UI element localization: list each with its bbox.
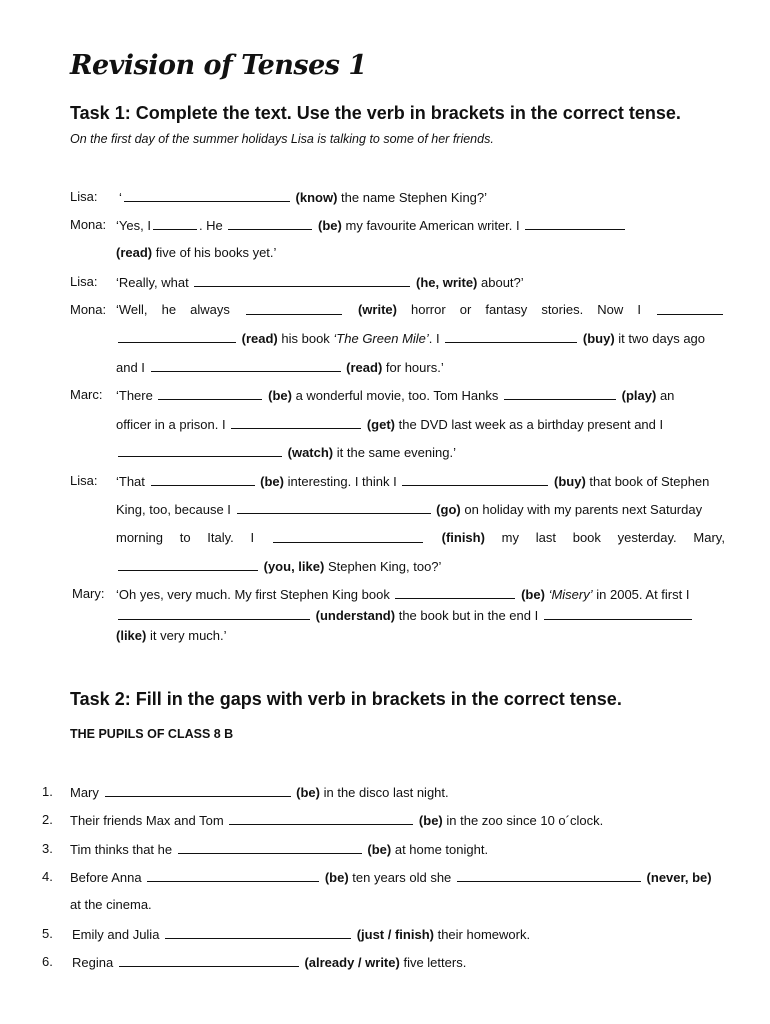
speaker-mona: Mona: [70, 302, 107, 317]
exercise-item: Tim thinks that he (be) at home tonight. [70, 842, 489, 857]
answer-gap[interactable] [229, 811, 413, 825]
answer-gap[interactable] [445, 329, 577, 343]
answer-gap[interactable] [118, 557, 258, 571]
speaker-marc: Marc: [70, 387, 103, 402]
dialogue-line: officer in a prison. I (get) the DVD last week as a birthday present and I [116, 417, 664, 432]
exercise-item: Emily and Julia (just / finish) their homework. [72, 927, 531, 942]
answer-gap[interactable] [273, 529, 423, 543]
dialogue-line: ‘Yes, I . He (be) my favourite American writer. I [116, 216, 627, 235]
speaker-mona: Mona: [70, 217, 107, 232]
dialogue-line: (watch) it the same evening.’ [116, 443, 456, 462]
answer-gap[interactable] [105, 783, 291, 797]
answer-gap[interactable] [151, 358, 341, 372]
dialogue-line: ‘Really, what (he, write) about?’ [116, 275, 524, 290]
dialogue-line: (read) his book ‘The Green Mile’. I (buy) it two days ago [116, 329, 705, 348]
answer-gap[interactable] [118, 443, 282, 457]
answer-gap[interactable] [504, 386, 616, 400]
speaker-lisa: Lisa: [70, 473, 98, 488]
answer-gap[interactable] [151, 472, 255, 486]
answer-gap[interactable] [402, 472, 548, 486]
answer-gap[interactable] [178, 840, 362, 854]
answer-gap[interactable] [657, 301, 723, 315]
exercise-item: Regina (already / write) five letters. [72, 955, 467, 970]
answer-gap[interactable] [457, 868, 641, 882]
item-number: 5. [42, 926, 53, 941]
dialogue-line: ‘That (be) interesting. I think I (buy) that book of Stephen [116, 474, 710, 489]
speaker-lisa: Lisa: [70, 189, 98, 204]
item-number: 1. [42, 784, 53, 799]
answer-gap[interactable] [231, 415, 361, 429]
dialogue-line: morning to Italy. I (finish) my last book yesterday. Mary, [116, 530, 725, 545]
exercise-item: Their friends Max and Tom (be) in the zoo since 10 o´clock. [70, 813, 604, 828]
exercise-item-continuation: at the cinema. [70, 897, 152, 912]
dialogue-line: King, too, because I (go) on holiday with my parents next Saturday [116, 502, 703, 517]
item-number: 4. [42, 869, 53, 884]
answer-gap[interactable] [228, 216, 312, 230]
task1-heading: Task 1: Complete the text. Use the verb in brackets in the correct tense. [70, 103, 681, 123]
answer-gap[interactable] [153, 216, 197, 230]
answer-gap[interactable] [237, 500, 431, 514]
dialogue-line: ‘There (be) a wonderful movie, too. Tom Hanks (play) an [116, 388, 675, 403]
answer-gap[interactable] [124, 188, 290, 202]
task2-subheading: THE PUPILS OF CLASS 8 B [70, 727, 234, 741]
answer-gap[interactable] [246, 301, 342, 315]
page-title: Revision of Tenses 1 [70, 50, 367, 81]
dialogue-line: (read) five of his books yet.’ [116, 245, 277, 260]
speaker-lisa: Lisa: [70, 274, 98, 289]
exercise-item: Mary (be) in the disco last night. [70, 785, 449, 800]
dialogue-line: ‘Oh yes, very much. My first Stephen King book (be) ‘Misery’ in 2005. At first I [116, 587, 690, 602]
dialogue-line: ‘Well, he always (write) horror or fantasy stories. Now I [116, 301, 725, 319]
exercise-item: Before Anna (be) ten years old she (never, be) [70, 870, 712, 885]
answer-gap[interactable] [118, 606, 310, 620]
answer-gap[interactable] [118, 329, 236, 343]
dialogue-line: (you, like) Stephen King, too?’ [116, 557, 441, 576]
dialogue-line: (like) it very much.’ [116, 628, 227, 643]
answer-gap[interactable] [158, 386, 262, 400]
item-number: 3. [42, 841, 53, 856]
dialogue-line: and I (read) for hours.’ [116, 360, 444, 375]
answer-gap[interactable] [165, 925, 351, 939]
task2-heading: Task 2: Fill in the gaps with verb in brackets in the correct tense. [70, 689, 622, 709]
speaker-mary: Mary: [72, 586, 105, 601]
task1-intro: On the first day of the summer holidays Lisa is talking to some of her friends. [70, 132, 494, 146]
answer-gap[interactable] [525, 216, 625, 230]
answer-gap[interactable] [119, 953, 299, 967]
answer-gap[interactable] [395, 585, 515, 599]
answer-gap[interactable] [194, 273, 410, 287]
item-number: 6. [42, 954, 53, 969]
item-number: 2. [42, 812, 53, 827]
answer-gap[interactable] [544, 606, 692, 620]
dialogue-line: ‘ (know) the name Stephen King?’ [119, 190, 488, 205]
dialogue-line: (understand) the book but in the end I [116, 606, 694, 625]
answer-gap[interactable] [147, 868, 319, 882]
